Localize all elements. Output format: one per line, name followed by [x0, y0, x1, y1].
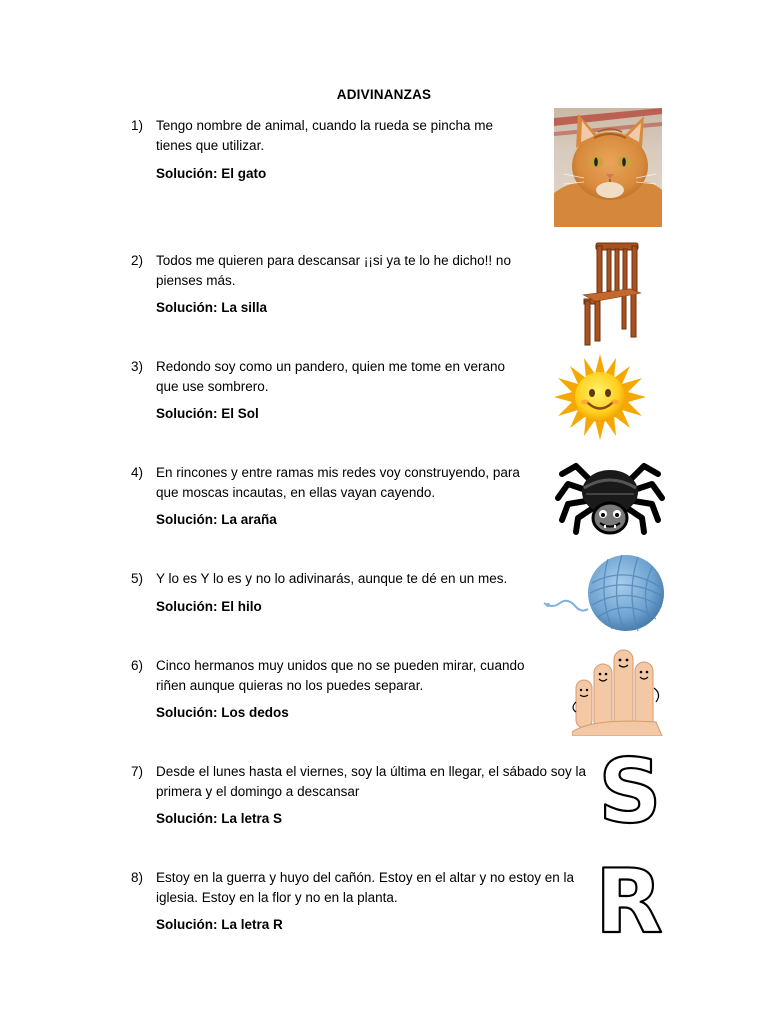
spider-icon — [554, 458, 666, 536]
riddle-solution — [156, 703, 289, 722]
solution-label: Solución: — [156, 917, 218, 932]
riddle-solution — [156, 597, 262, 616]
page-title: ADIVINANZAS — [336, 87, 432, 102]
riddle-text: Redondo soy como un pandero, quien me tome en verano que use sombrero. — [156, 359, 505, 394]
solution-value: La silla — [221, 300, 268, 315]
svg-text:R: R — [595, 856, 663, 938]
fingers-icon — [572, 646, 666, 736]
riddle-text: En rincones y entre ramas mis redes voy construyendo, para que moscas incautas, en ellas vayan cayendo. — [156, 465, 520, 500]
riddle-solution — [156, 404, 259, 423]
riddle-solution — [156, 510, 277, 529]
solution-label: Solución: — [156, 406, 218, 421]
solution-value: El Sol — [221, 406, 259, 421]
chair-icon — [578, 241, 644, 347]
riddle-number: 5) — [131, 571, 144, 586]
cat-photo — [554, 108, 662, 227]
solution-value: El hilo — [221, 599, 262, 614]
solution-value: El gato — [221, 166, 267, 181]
riddle-solution — [156, 809, 282, 828]
solution-label: Solución: — [156, 705, 218, 720]
riddle-text: Todos me quieren para descansar ¡¡si ya te lo he dicho!! no pienses más. — [156, 253, 511, 288]
solution-label: Solución: — [156, 512, 218, 527]
riddle-solution — [156, 164, 266, 183]
letter-r-icon — [594, 856, 664, 938]
solution-label: Solución: — [156, 166, 218, 181]
solution-label: Solución: — [156, 599, 218, 614]
yarn-ball-icon — [542, 549, 668, 637]
riddle-text: Desde el lunes hasta el viernes, soy la última en llegar, el sábado soy la primera y el domingo a descansar — [156, 764, 586, 799]
sun-icon — [554, 352, 646, 442]
riddle-item — [0, 357, 768, 457]
riddle-number: 4) — [131, 465, 144, 480]
riddle-number: 2) — [131, 253, 144, 268]
riddle-number: 6) — [131, 658, 144, 673]
solution-label: Solución: — [156, 811, 218, 826]
riddle-number: 1) — [131, 118, 144, 133]
riddle-text: Y lo es Y lo es y no lo adivinarás, aunque te dé en un mes. — [156, 571, 508, 586]
riddle-solution — [156, 915, 283, 934]
solution-value: Los dedos — [221, 705, 289, 720]
solution-value: La letra S — [221, 811, 283, 826]
riddle-number: 3) — [131, 359, 144, 374]
solution-label: Solución: — [156, 300, 218, 315]
riddle-number: 8) — [131, 870, 144, 885]
solution-value: La letra R — [221, 917, 283, 932]
riddle-solution — [156, 298, 267, 317]
letter-s-icon — [598, 748, 662, 830]
riddle-number: 7) — [131, 764, 144, 779]
riddle-text: Tengo nombre de animal, cuando la rueda se pincha me tienes que utilizar. — [156, 118, 493, 153]
riddle-text: Cinco hermanos muy unidos que no se pueden mirar, cuando riñen aunque quieras no los puedes separar. — [156, 658, 525, 693]
svg-text:S: S — [598, 748, 662, 830]
riddle-item — [0, 251, 768, 351]
solution-value: La araña — [221, 512, 277, 527]
riddle-text: Estoy en la guerra y huyo del cañón. Estoy en el altar y no estoy en la iglesia. Estoy en la flor y no en la planta. — [156, 870, 574, 905]
